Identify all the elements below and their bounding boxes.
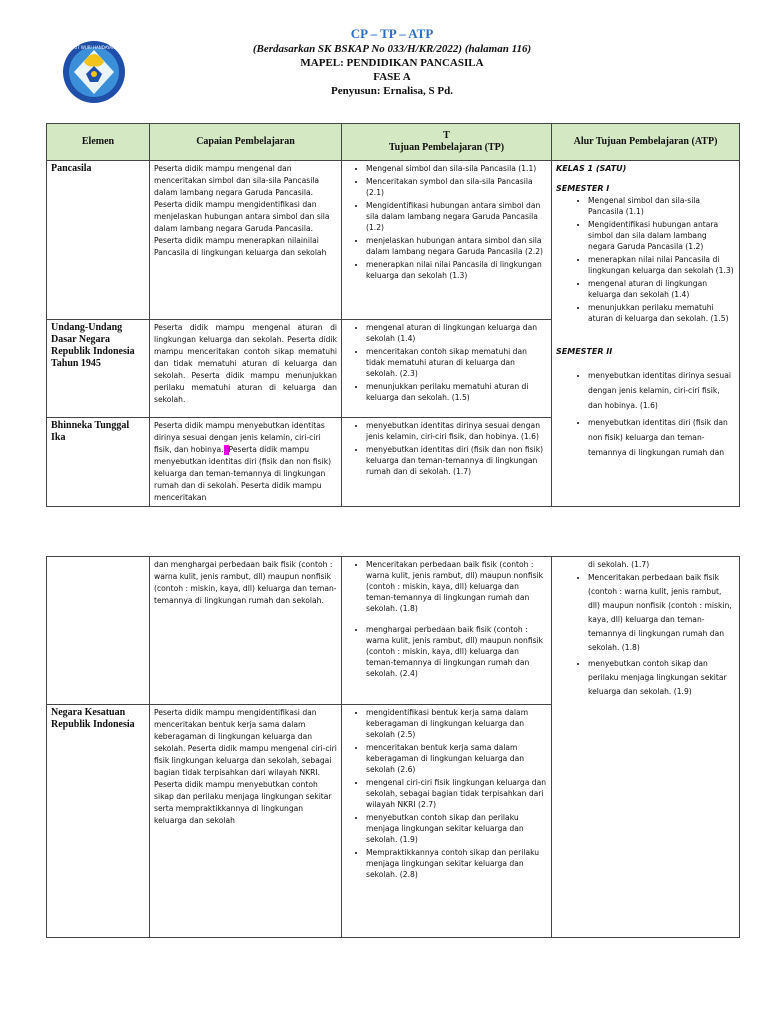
tp-cell: [342, 418, 552, 507]
elemen-cell: Negara Kesatuan Republik Indonesia: [47, 705, 150, 938]
col-alur: Alur Tujuan Pembelajaran (ATP): [552, 124, 740, 161]
tp-item: • Mengenal simbol dan sila-sila Pancasila (1.1): [366, 163, 547, 174]
atp-continued: di sekolah. (1.7): [588, 560, 650, 569]
cp-tp-atp-table-continued: [46, 556, 740, 938]
capaian-cell: Peserta didik mampu mengidentifikasi dan menceritakan bentuk kerja sama dalam keberagaman di lingkungan keluarga dan sekolah. Peserta didik mampu mengenal ciri-ciri fisik lingkungan keluarga dan sekolah, sebagai bagian tidak terpisahkan dari wilayah NKRI. Peserta didik mampu menyebutkan contoh sikap dan perilaku menjaga lingkungan sekitar serta mempraktikkannya di lingkungan keluarga dan sekolah: [150, 705, 342, 938]
tp-item: • menyebutkan identitas diri (fisik dan non fisik) keluarga dan teman-temannya di lingkungan rumah dan di sekolah. (1.7): [366, 444, 547, 477]
tp-item: • menunjukkan perilaku mematuhi aturan di keluarga dan sekolah. (1.5): [366, 381, 547, 403]
tp-item: • menyebutkan identitas dirinya sesuai dengan jenis kelamin, ciri-ciri fisik, dan hobinya. (1.6): [366, 420, 547, 442]
tp-item: • Menceritakan perbedaan baik fisik (contoh : warna kulit, jenis rambut, dll) maupun nonfisik (contoh : miskin, kaya, dll) keluarga dan teman-temannya di lingkungan rumah dan sekolah. (1.8): [366, 559, 547, 614]
tp-cell: [342, 705, 552, 938]
cp-tp-atp-table: [46, 123, 740, 507]
atp-item: • Mengidentifikasi hubungan antara simbol dan sila dalam lambang negara Garuda Pancasila (1.2): [588, 219, 735, 252]
col-elemen: Elemen: [47, 124, 150, 161]
logo-text: TUT WURI HANDAYANI: [71, 45, 117, 50]
capaian-cell: dan menghargai perbedaan baik fisik (contoh : warna kulit, jenis rambut, dll) maupun nonfisik (contoh : miskin, kaya, dll) keluarga dan teman-temannya di lingkungan rumah dan sekolah.: [150, 557, 342, 705]
atp-item: • menunjukkan perilaku mematuhi aturan di keluarga dan sekolah. (1.5): [588, 302, 735, 324]
tp-item: • menghargai perbedaan baik fisik (contoh : warna kulit, jenis rambut, dll) maupun nonfisik (contoh : miskin, kaya, dll) keluarga dan teman-temannya di lingkungan rumah dan sekolah. (2.4): [366, 624, 547, 679]
atp-item: • Mengenal simbol dan sila-sila Pancasila (1.1): [588, 195, 735, 217]
capaian-cell: Peserta didik mampu mengenal aturan di lingkungan keluarga dan sekolah. Peserta didik mampu menceritakan contoh sikap mematuhi dan tidak mematuhi aturan di keluarga dan sekolah. Peserta didik mampu menunjukkan perilaku mematuhi aturan di keluarga dan sekolah.: [150, 320, 342, 418]
table-header-row: [47, 124, 740, 161]
doc-subtitle: (Berdasarkan SK BSKAP No 033/H/KR/2022) (halaman 116): [252, 43, 532, 55]
doc-penyusun: Penyusun: Ernalisa, S Pd.: [331, 85, 453, 97]
atp-kelas: KELAS 1 (SATU): [556, 164, 627, 173]
atp-semester-1: SEMESTER I: [556, 184, 610, 193]
capaian-text: Peserta didik mampu menyebutkan identitas diri (fisik dan non fisik) keluarga dan teman-temannya di lingkungan rumah dan di sekolah. Peserta didik mampu menceritakan: [154, 445, 332, 502]
tp-cell: [342, 557, 552, 705]
tp-item: • menerapkan nilai nilai Pancasila di lingkungan keluarga dan sekolah (1.3): [366, 259, 547, 281]
tp-item: • menyebutkan contoh sikap dan perilaku menjaga lingkungan sekitar keluarga dan sekolah. (1.9): [366, 812, 547, 845]
doc-mapel: MAPEL: PENDIDIKAN PANCASILA: [300, 57, 484, 69]
document-header: [150, 26, 634, 98]
doc-fase: FASE A: [373, 71, 411, 83]
atp-item: • menerapkan nilai nilai Pancasila di lingkungan keluarga dan sekolah (1.3): [588, 254, 735, 276]
tp-item: • menceritakan bentuk kerja sama dalam keberagaman di lingkungan keluarga dan sekolah (2.6): [366, 742, 547, 775]
col-tujuan-label: Tujuan Pembelajaran (TP): [388, 142, 505, 153]
tp-cell: [342, 161, 552, 320]
tp-item: • mengenal aturan di lingkungan keluarga dan sekolah (1.4): [366, 322, 547, 344]
elemen-cell: Bhinneka Tunggal Ika: [47, 418, 150, 507]
tut-wuri-handayani-logo: [62, 40, 126, 104]
table-row: [47, 161, 740, 320]
atp-item: • Menceritakan perbedaan baik fisik (contoh : warna kulit, jenis rambut, dll) maupun nonfisik (contoh : miskin, kaya, dll) keluarga dan teman-temannya di lingkungan rumah dan sekolah. (1.8): [588, 571, 735, 655]
col-capaian: Capaian Pembelajaran: [150, 124, 342, 161]
tp-item: • mengidentifikasi bentuk kerja sama dalam keberagaman di lingkungan keluarga dan sekolah (2.5): [366, 707, 547, 740]
tp-item: • menjelaskan hubungan antara simbol dan sila dalam lambang negara Garuda Pancasila (2.2): [366, 235, 547, 257]
capaian-cell: [150, 418, 342, 507]
elemen-cell: Pancasila: [47, 161, 150, 320]
tp-cell: [342, 320, 552, 418]
tp-item: • menceritakan contoh sikap mematuhi dan tidak mematuhi aturan di keluarga dan sekolah. (2.3): [366, 346, 547, 379]
tp-item: • Mempraktikkannya contoh sikap dan perilaku menjaga lingkungan sekitar keluarga dan sekolah. (2.8): [366, 847, 547, 880]
elemen-cell: Undang-Undang Dasar Negara Republik Indonesia Tahun 1945: [47, 320, 150, 418]
table-row: [47, 557, 740, 705]
atp-semester-2: SEMESTER II: [556, 347, 613, 356]
capaian-text: Peserta didik mampu menyebutkan identitas dirinya sesuai dengan jenis kelamin, ciri-ciri fisik, dan hobinya.: [154, 421, 325, 454]
capaian-cell: Peserta didik mampu mengenal dan menceritakan simbol dan sila-sila Pancasila dalam lambang negara Garuda Pancasila. Peserta didik mampu mengidentifikasi dan menjelaskan hubungan antara simbol dan sila dalam lambang negara Garuda Pancasila. Peserta didik mampu menerapkan nilainilai Pancasila di lingkungan keluarga dan sekolah: [150, 161, 342, 320]
tp-item: • Mengidentifikasi hubungan antara simbol dan sila dalam lambang negara Garuda Pancasila (1.2): [366, 200, 547, 233]
col-tp-prefix: T: [443, 130, 450, 141]
atp-item: • menyebutkan identitas diri (fisik dan non fisik) keluarga dan teman-temannya di lingkungan rumah dan: [588, 415, 735, 460]
tp-item: • Menceritakan symbol dan sila-sila Pancasila (2.1): [366, 176, 547, 198]
tp-item: • mengenal ciri-ciri fisik lingkungan keluarga dan sekolah, sebagai bagian tidak terpisahkan dari wilayah NKRI (2.7): [366, 777, 547, 810]
atp-cell: [552, 557, 740, 938]
atp-item: • mengenal aturan di lingkungan keluarga dan sekolah (1.4): [588, 278, 735, 300]
atp-item: • menyebutkan identitas dirinya sesuai dengan jenis kelamin, ciri-ciri fisik, dan hobinya. (1.6): [588, 368, 735, 413]
elemen-cell: [47, 557, 150, 705]
atp-cell: [552, 161, 740, 507]
atp-item: • menyebutkan contoh sikap dan perilaku menjaga lingkungan sekitar keluarga dan sekolah. (1.9): [588, 657, 735, 699]
col-tujuan: [342, 124, 552, 161]
doc-title: CP – TP – ATP: [350, 26, 434, 41]
